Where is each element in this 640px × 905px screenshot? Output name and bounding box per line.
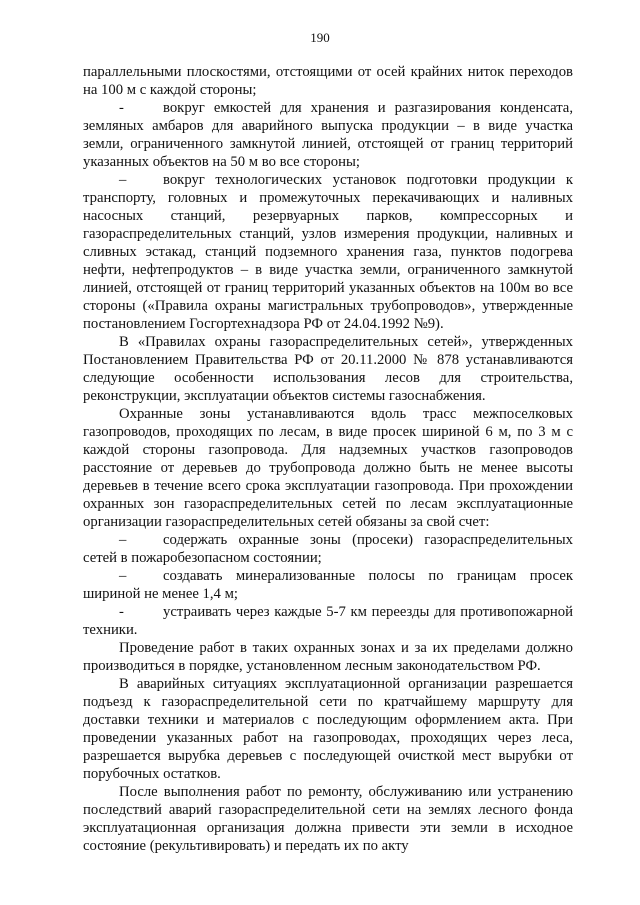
- bullet-item: [83, 531, 573, 567]
- page-body: [83, 63, 573, 855]
- paragraph: В аварийных ситуациях эксплуатационной организации разрешается подъезд к газораспределительной сети по кратчайшему маршруту для доставки техники и материалов с последующим оформлением акта. При проведении указанных работ на газопроводах, проходящих через леса, разрешается вырубка деревьев с последующей очисткой мест вырубки от порубочных остатков.: [83, 676, 573, 782]
- bullet-item: [83, 99, 573, 171]
- bullet-mark: –: [119, 532, 127, 548]
- bullet-mark: –: [119, 568, 127, 584]
- page-number: 190: [310, 30, 330, 45]
- bullet-mark: –: [119, 172, 127, 188]
- paragraph: После выполнения работ по ремонту, обслуживанию или устранению последствий аварий газораспределительной сети на землях лесного фонда эксплуатационная организация должна привести эти земли в исходное состояние (рекультивировать) и передать их по акту: [83, 784, 573, 854]
- bullet-mark: -: [119, 100, 124, 116]
- paragraph: Охранные зоны устанавливаются вдоль трасс межпоселковых газопроводов, проходящих по лесам, в виде просек шириной 6 м, по 3 м с каждой стороны газопровода. Для надземных участков газопроводов расстояние от деревьев до трубопровода должно быть не менее высоты деревьев в течение всего срока эксплуатации газопровода. При прохождении охранных зон газораспределительных сетей по лесам эксплуатационные организации газораспределительных сетей обязаны за свой счет:: [83, 406, 573, 530]
- bullet-text: вокруг технологических установок подготовки продукции к транспорту, головных и промежуточных перекачивающих и наливных насосных станций, резервуарных парков, компрессорных и газораспределительных станций, узлов измерения продукции, наливных и сливных эстакад, станций подземного хранения газа, пунктов подогрева нефти, нефтепродуктов – в виде участка земли, ограниченного замкнутой линией, отстоящей от границ территорий указанных объектов на 100м во все стороны («Правила охраны магистральных трубопроводов», утвержденные постановлением Госгортехнадзора РФ от 24.04.1992 №9).: [83, 172, 573, 332]
- paragraph: Проведение работ в таких охранных зонах и за их пределами должно производиться в порядке, установленном лесным законодательством РФ.: [83, 640, 573, 674]
- bullet-text: содержать охранные зоны (просеки) газораспределительных сетей в пожаробезопасном состоянии;: [83, 532, 573, 566]
- paragraph-continuation: параллельными плоскостями, отстоящими от осей крайних ниток переходов на 100 м с каждой стороны;: [83, 64, 573, 98]
- bullet-item: [83, 171, 573, 333]
- paragraph: В «Правилах охраны газораспределительных сетей», утвержденных Постановлением Правительства РФ от 20.11.2000 № 878 устанавливаются следующие особенности использования лесов для строительства, реконструкции, эксплуатации объектов системы газоснабжения.: [83, 334, 573, 404]
- bullet-item: [83, 567, 573, 603]
- bullet-item: [83, 603, 573, 639]
- bullet-text: устраивать через каждые 5-7 км переезды для противопожарной техники.: [83, 604, 573, 638]
- bullet-text: вокруг емкостей для хранения и разгазирования конденсата, земляных амбаров для аварийного выпуска продукции – в виде участка земли, ограниченного замкнутой линией, отстоящей от границ территорий указанных объектов на 50 м во все стороны;: [83, 100, 573, 170]
- bullet-mark: -: [119, 604, 124, 620]
- bullet-text: создавать минерализованные полосы по границам просек шириной не менее 1,4 м;: [83, 568, 573, 602]
